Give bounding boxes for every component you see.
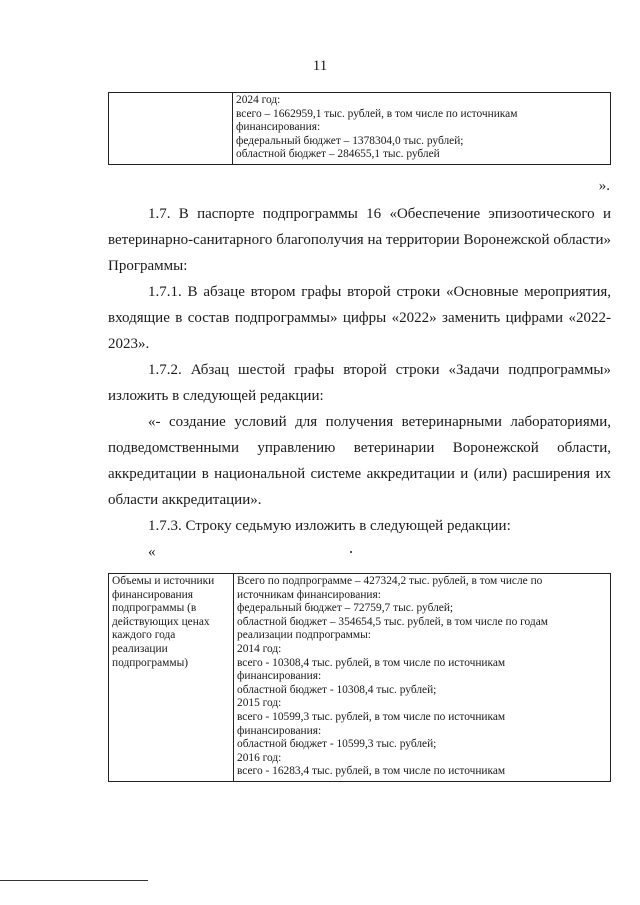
scan-speck — [350, 551, 352, 553]
closing-quote: ». — [598, 178, 610, 194]
cell-line: областной бюджет – 284655,1 тыс. рублей — [236, 148, 440, 161]
cell-line: каждого года — [112, 629, 176, 642]
table-row — [109, 574, 611, 782]
cell-line: федеральный бюджет – 1378304,0 тыс. рублей; — [236, 134, 464, 147]
opening-quote: « — [148, 544, 156, 560]
cell-line: 2016 год: — [237, 751, 282, 764]
paragraph-quoted-task — [108, 409, 611, 513]
cell-line: всего – 1662959,1 тыс. рублей, в том числе по источникам — [236, 107, 518, 120]
cell-line: 2014 год: — [237, 642, 282, 655]
paragraph-text: 1.7.2. Абзац шестой графы второй строки «Задачи подпрограммы» изложить в следующей редакции: — [108, 362, 611, 404]
cell-line: реализации подпрограммы: — [237, 629, 371, 642]
footer-divider — [0, 880, 148, 881]
cell-line: подпрограммы) — [112, 656, 189, 669]
cell-line: областной бюджет - 10308,4 тыс. рублей; — [237, 683, 437, 696]
table-row — [109, 93, 611, 165]
paragraph-1-7-1 — [108, 279, 611, 357]
cell-line: всего - 10308,4 тыс. рублей, в том числе по источникам — [237, 656, 506, 669]
paragraph-text: 1.7.1. В абзаце втором графы второй строки «Основные мероприятия, входящие в состав подпрограммы» цифры «2022» заменить цифрами «2022-2023». — [108, 284, 611, 352]
cell-line: 2015 год: — [237, 697, 282, 710]
cell-line: финансирования: — [236, 121, 321, 134]
cell-line: всего - 16283,4 тыс. рублей, в том числе по источникам — [237, 765, 506, 778]
cell-line: финансирования: — [237, 724, 322, 737]
cell-line: реализации — [112, 642, 168, 655]
cell-line: финансирования — [112, 588, 193, 601]
cell-line: источникам финансирования: — [237, 588, 381, 601]
table-cell-empty — [109, 93, 233, 165]
page-number: 11 — [312, 58, 328, 74]
paragraph-1-7-3 — [108, 513, 611, 539]
paragraph-text: 1.7.3. Строку седьмую изложить в следующей редакции: — [148, 518, 511, 534]
cell-line: 2024 год: — [236, 94, 281, 106]
cell-line: действующих ценах — [112, 615, 210, 628]
cell-line: Всего по подпрограмме – 427324,2 тыс. рублей, в том числе по — [237, 575, 543, 587]
funding-table-top — [108, 92, 611, 165]
cell-line: областной бюджет – 354654,5 тыс. рублей, в том числе по годам — [237, 615, 548, 628]
paragraph-1-7-2 — [108, 357, 611, 409]
paragraph-text: 1.7. В паспорте подпрограммы 16 «Обеспечение эпизоотического и ветеринарно-санитарного благополучия на территории Воронежской области» Программы: — [108, 206, 611, 274]
cell-line: подпрограммы (в — [112, 602, 197, 615]
cell-line: областной бюджет - 10599,3 тыс. рублей; — [237, 738, 437, 751]
cell-line: финансирования: — [237, 670, 322, 683]
paragraph-text: «- создание условий для получения ветеринарными лабораториями, подведомственными управлению ветеринарии Воронежской области, аккредитации в национальной системе аккредитации и (или) расширения их области аккредитации». — [108, 414, 611, 508]
table-cell-funding-details — [234, 574, 611, 782]
cell-line: федеральный бюджет – 72759,7 тыс. рублей; — [237, 602, 454, 615]
cell-line: всего - 10599,3 тыс. рублей, в том числе по источникам — [237, 710, 506, 723]
paragraph-1-7 — [108, 201, 611, 279]
table-cell-funding-label — [109, 574, 234, 782]
table-cell-funding-2024 — [233, 93, 611, 165]
cell-line: Объемы и источники — [112, 575, 215, 587]
funding-table-bottom — [108, 573, 611, 782]
